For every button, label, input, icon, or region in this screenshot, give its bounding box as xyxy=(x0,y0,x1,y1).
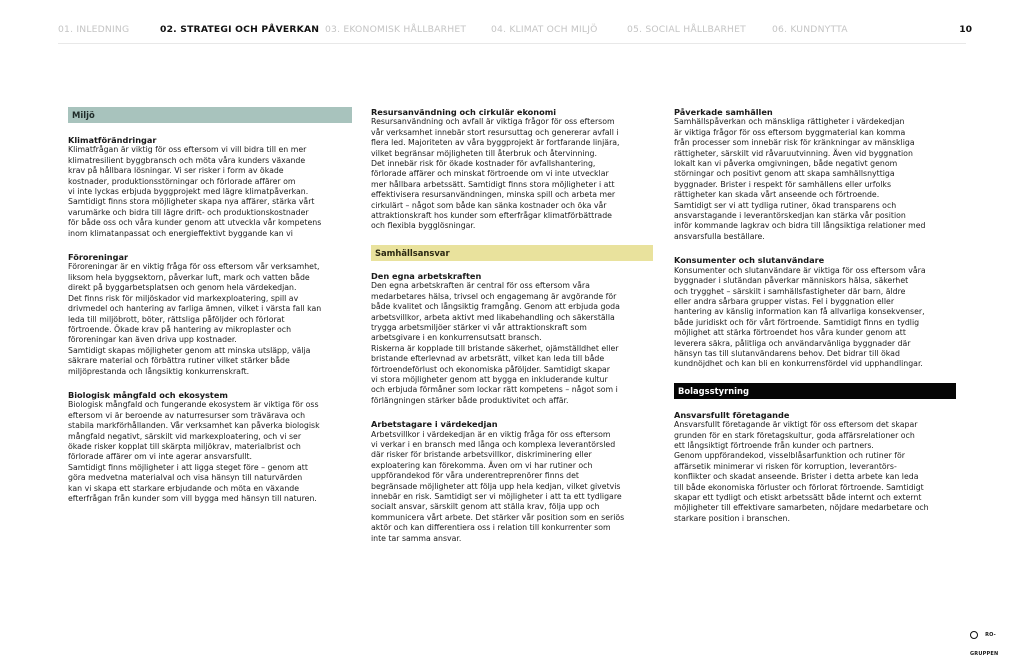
paragraph-klimatforandringar: Klimatfrågan är viktig för oss eftersom vi vill bidra till en mer klimatresilient byggbransch och möta våra kunders växande krav på hållbara lösningar. Vi ser risker i form av ökade kostnader, produktionsstörningar och förlorade affärer om vi inte lyckas erbjuda byggprojekt med lägre klimatpåverkan. Samtidigt finns stora möjligheter skapa nya affärer, stärka vårt varumärke och bidra till lägre drift- och produktionskostnader för både oss och våra kunder genom att utveckla vår kompetens inom klimatanpassat och energieffektivt byggande kan vi xyxy=(68,145,322,238)
paragraph-paverkade-samhallen: Samhällspåverkan och mänskliga rättigheter i värdekedjan är viktiga frågor för oss eftersom byggmaterial kan komma från processer som innebär risk för kränkningar av mänskliga rättigheter, särskilt vid råvaruutvinning. Även vid byggnation lokalt kan vi påverka omgivningen, både negativt genom störningar och positivt genom att skapa samhällsnyttiga byggnader. Brister i respekt för samhällens eller urfolks rättigheter kan skada vårt anseende och förtroende. Samtidigt ser vi att tydliga rutiner, ökad transparens och ansvarstagande i leverantörskedjan kan stärka vår position inför kommande lagkrav och bidra till långsiktiga relationer med ansvarsfulla beställare. xyxy=(674,117,926,241)
header-divider xyxy=(58,43,966,44)
paragraph-fororeningar: Föroreningar är en viktig fråga för oss eftersom vår verksamhet, liksom hela byggsektorn, påverkar luft, mark och vatten både direkt på byggarbetsplatsen och genom hela värdekedjan. Det finns risk för miljöskador vid markexploatering, spill av drivmedel och hantering av farliga ämnen, vilket i värsta fall kan leda till miljöbrott, böter, rättsliga påföljder och förlorat förtroende. Ökade krav på hantering av mikroplaster och föroreningar kan även driva upp kostnader. Samtidigt skapas möjligheter genom att minska utsläpp, välja säkrare material och förbättra rutiner vilket stärker både miljöprestanda och långsiktig konkurrenskraft. xyxy=(68,262,322,376)
subheading-klimatforandringar: Klimatförändringar xyxy=(68,135,157,145)
paragraph-arbetstagare-vardekedjan: Arbetsvillkor i värdekedjan är en viktig fråga för oss eftersom vi verkar i en bransch med långa och komplexa leverantörsled där risker för bristande arbetsvillkor, diskriminering eller exploatering kan förekomma. Även om vi har rutiner och uppförandekod för våra underentreprenörer finns det begränsade möjligheter att följa upp hela kedjan, vilket givetvis innebär en risk. Samtidigt ser vi möjligheter i att ta ett tydligare socialt ansvar, särskilt genom att ställa krav, följa upp och kommunicera vårt arbete. Det stärker vår position som en seriös aktör och kan differentiera oss i relation till konkurrenter som inte tar samma ansvar. xyxy=(371,429,625,543)
subheading-fororeningar: Föroreningar xyxy=(68,252,129,263)
top-navigation xyxy=(58,24,972,38)
nav-tab-ekonomisk-hallbarhet[interactable]: 03. EKONOMISK HÅLLBARHET xyxy=(325,24,467,35)
paragraph-biologisk-mangfald: Biologisk mångfald och fungerande ekosystem är viktiga för oss eftersom vi är beroende av naturresurser som trävärava och stabila markförhållanden. Vår verksamhet kan påverka biologisk mångfald negativt, särskilt vid markexploatering, och vi ser ökade risker kopplat till skärpta miljökrav, materialbrist och förlorade affärer om vi inte agerar ansvarsfullt. Samtidigt finns möjligheter i att ligga steget före – genom att göra medvetna materialval och visa hänsyn till naturvärden kan vi skapa ett starkare erbjudande och möta en växande efterfrågan från kunder som vill bygga med hänsyn till naturen. xyxy=(68,400,320,503)
paragraph-resursanvandning: Resursanvändning och avfall är viktiga frågor för oss eftersom vår verksamhet innebär stort resursuttag och genererar avfall i flera led. Majoriteten av våra byggprojekt är fortfarande linjära, vilket begränsar möjligheten till återbruk och återvinning. Det innebär risk för ökade kostnader för avfallshantering, förlorade affärer och minskat förtroende om vi inte utvecklar mer hållbara arbetssätt. Samtidigt finns stora möjligheter i att effektivisera resursanvändningen, minska spill och arbeta mer cirkulärt – något som både kan sänka kostnader och öka vår attraktionskraft hos kunder som efterfrågar klimatförbättrade och flexibla bygglösningar. xyxy=(371,117,620,231)
logo-circle-icon xyxy=(970,631,978,639)
column-middle xyxy=(371,107,653,557)
nav-tab-klimat-och-miljo[interactable]: 04. KLIMAT OCH MILJÖ xyxy=(491,24,598,35)
column-right xyxy=(674,107,956,537)
subheading-arbetstagare-vardekedjan: Arbetstagare i värdekedjan xyxy=(371,419,498,430)
company-logo xyxy=(970,624,1024,657)
section-header-samhallsansvar: Samhällsansvar xyxy=(371,245,653,261)
nav-tab-kundnytta[interactable]: 06. KUNDNYTTA xyxy=(772,24,848,35)
nav-tab-strategi-och-paverkan[interactable]: 02. STRATEGI OCH PÅVERKAN xyxy=(160,24,320,35)
subheading-ansvarsfullt-foretagande: Ansvarsfullt företagande xyxy=(674,409,790,420)
subheading-resursanvandning: Resursanvändning och cirkulär ekonomi xyxy=(371,107,557,117)
column-left xyxy=(68,107,352,517)
subheading-biologisk-mangfald: Biologisk mångfald och ekosystem xyxy=(68,389,228,400)
subheading-paverkade-samhallen: Påverkade samhällen xyxy=(674,107,773,117)
nav-tab-inledning[interactable]: 01. INLEDNING xyxy=(58,24,130,35)
nav-tab-social-hallbarhet[interactable]: 05. SOCIAL HÅLLBARHET xyxy=(627,24,746,35)
page-number: 10 xyxy=(959,24,972,35)
subheading-egna-arbetskraften: Den egna arbetskraften xyxy=(371,270,482,281)
section-header-miljo: Miljö xyxy=(68,107,352,123)
paragraph-ansvarsfullt-foretagande: Ansvarsfullt företagande är viktigt för oss eftersom det skapar grunden för en stark företagskultur, goda affärsrelationer och ett långsiktigt förtroende från kunder och partners. Genom uppförandekod, visselblåsarfunktion och rutiner för affärsetik minimerar vi risken för korruption, leverantörs- konflikter och skadat anseende. Brister i detta arbete kan leda till både ekonomiska förluster och förlorat förtroende. Samtidigt skapar ett tydligt och etiskt arbetssätt både internt och externt möjligheter till effektivare samarbeten, nöjdare medarbetare och starkare position i branschen. xyxy=(674,420,929,523)
section-header-bolagsstyrning: Bolagsstyrning xyxy=(674,383,956,399)
logo-text: RO-GRUPPEN xyxy=(970,631,999,657)
paragraph-egna-arbetskraften: Den egna arbetskraften är central för oss eftersom våra medarbetares hälsa, trivsel och engagemang är avgörande för både kvalitet och långsiktig framgång. Genom att erbjuda goda arbetsvillkor, arbeta aktivt med likabehandling och säkerställa trygga arbetsmiljöer stärker vi vår attraktionskraft som arbetsgivare i en konkurrensutsatt bransch. Riskerna är kopplade till bristande säkerhet, ojämställdhet eller bristande efterlevnad av arbetsrätt, vilket kan leda till både förtroendeförlust och ekonomiska påföljder. Samtidigt skapar vi stora möjligheter genom att bygga en inkluderande kultur och erbjuda förmåner som lockar rätt kompetens – något som i förlängningen stärker både produktivitet och affär. xyxy=(371,281,620,405)
subheading-konsumenter: Konsumenter och slutanvändare xyxy=(674,255,825,266)
paragraph-konsumenter: Konsumenter och slutanvändare är viktiga för oss eftersom våra byggnader i slutändan påverkar människors hälsa, säkerhet och trygghet – särskilt i samhällsfastigheter där barn, äldre eller andra sårbara grupper vistas. Fel i byggnation eller hantering av känslig information kan få allvarliga konsekvenser, både juridiskt och för vårt förtroende. Samtidigt finns en tydlig möjlighet att stärka förtroendet hos våra kunder genom att leverera säkra, pålitliga och användarvänliga byggnader där hänsyn tas till slutanvändarens behov. Det bidrar till ökad kundnöjdhet och kan bli en konkurrensfördel vid upphandlingar. xyxy=(674,265,926,369)
